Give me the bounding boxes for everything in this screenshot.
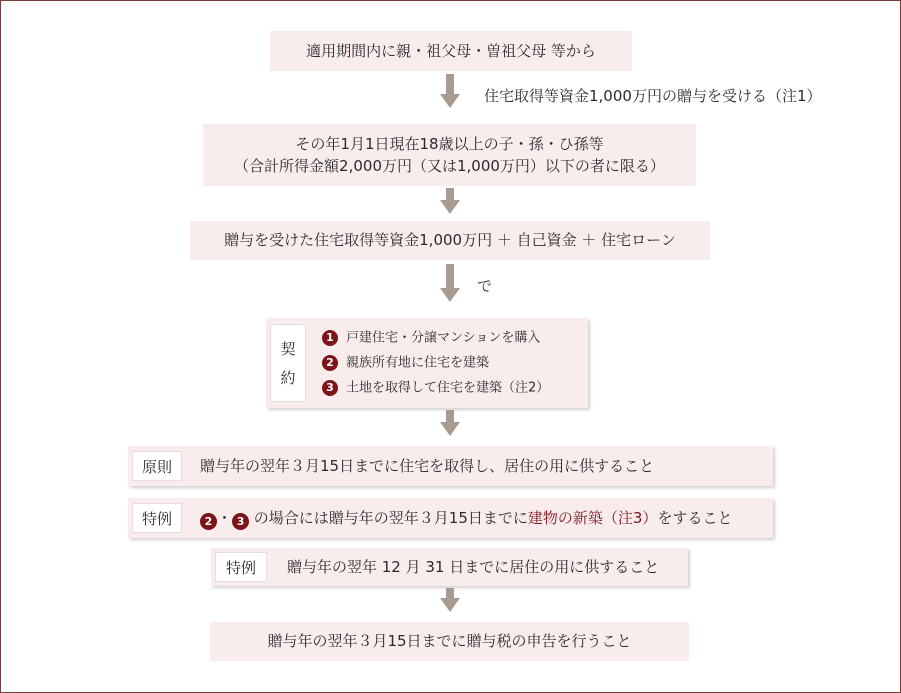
arrow-5 xyxy=(440,588,460,622)
step-donor-text: 適用期間内に親・祖父母・曽祖父母 等から xyxy=(306,42,596,60)
contract-label-bottom: 約 xyxy=(280,369,296,387)
principle-box xyxy=(128,446,773,486)
exception-build-label: 特例 xyxy=(132,503,182,533)
step-recipient-box xyxy=(203,124,696,186)
contract-item-3-text: 土地を取得して住宅を建築（注2） xyxy=(346,380,550,396)
note-de: で xyxy=(477,277,493,295)
arrow-1 xyxy=(440,74,460,108)
contract-item-3 xyxy=(322,380,549,397)
contract-item-1-text: 戸建住宅・分譲マンションを購入 xyxy=(346,330,541,346)
number-3-icon: 3 xyxy=(322,380,338,396)
arrow-2 xyxy=(440,188,460,222)
exception-build-box xyxy=(128,498,773,538)
number-2-icon: 2 xyxy=(322,355,338,371)
step-funds-box xyxy=(190,221,710,260)
principle-label: 原則 xyxy=(132,451,182,481)
exception-build-text-after: をすること xyxy=(657,509,733,527)
contract-box xyxy=(266,318,588,408)
step-donor-box xyxy=(270,31,632,71)
contract-label-top: 契 xyxy=(280,340,296,358)
contract-item-2 xyxy=(322,355,489,372)
exception-occupancy-label: 特例 xyxy=(215,552,267,582)
exception-build-text-before: の場合には贈与年の翌年３月15日までに xyxy=(253,509,528,527)
exception-build-text-highlight: 建物の新築（注3） xyxy=(527,509,658,527)
note-gift-amount: 住宅取得等資金1,000万円の贈与を受ける（注1） xyxy=(484,87,822,105)
exception-separator: ・ xyxy=(217,509,233,527)
step-recipient-line2: （合計所得金額2,000万円（又は1,000万円）以下の者に限る） xyxy=(234,157,665,175)
contract-item-2-text: 親族所有地に住宅を建築 xyxy=(346,355,490,371)
step-recipient-line1: その年1月1日現在18歳以上の子・孫・ひ孫等 xyxy=(295,135,604,153)
exception-occupancy-text: 贈与年の翌年 12 月 31 日までに居住の用に供すること xyxy=(287,558,660,576)
final-text: 贈与年の翌年３月15日までに贈与税の申告を行うこと xyxy=(267,632,632,650)
number-1-icon: 1 xyxy=(322,330,338,346)
arrow-3 xyxy=(440,264,460,298)
exception-occupancy-box xyxy=(211,548,688,586)
number-3-icon: 3 xyxy=(232,513,249,530)
final-box xyxy=(210,622,689,661)
step-funds-text: 贈与を受けた住宅取得等資金1,000万円 ＋ 自己資金 ＋ 住宅ローン xyxy=(224,231,676,249)
number-2-icon: 2 xyxy=(200,513,217,530)
principle-text: 贈与年の翌年３月15日までに住宅を取得し、居住の用に供すること xyxy=(200,457,655,475)
exception-build-text xyxy=(200,507,732,530)
arrow-4 xyxy=(440,410,460,444)
contract-item-1 xyxy=(322,330,540,347)
contract-label xyxy=(270,324,306,402)
